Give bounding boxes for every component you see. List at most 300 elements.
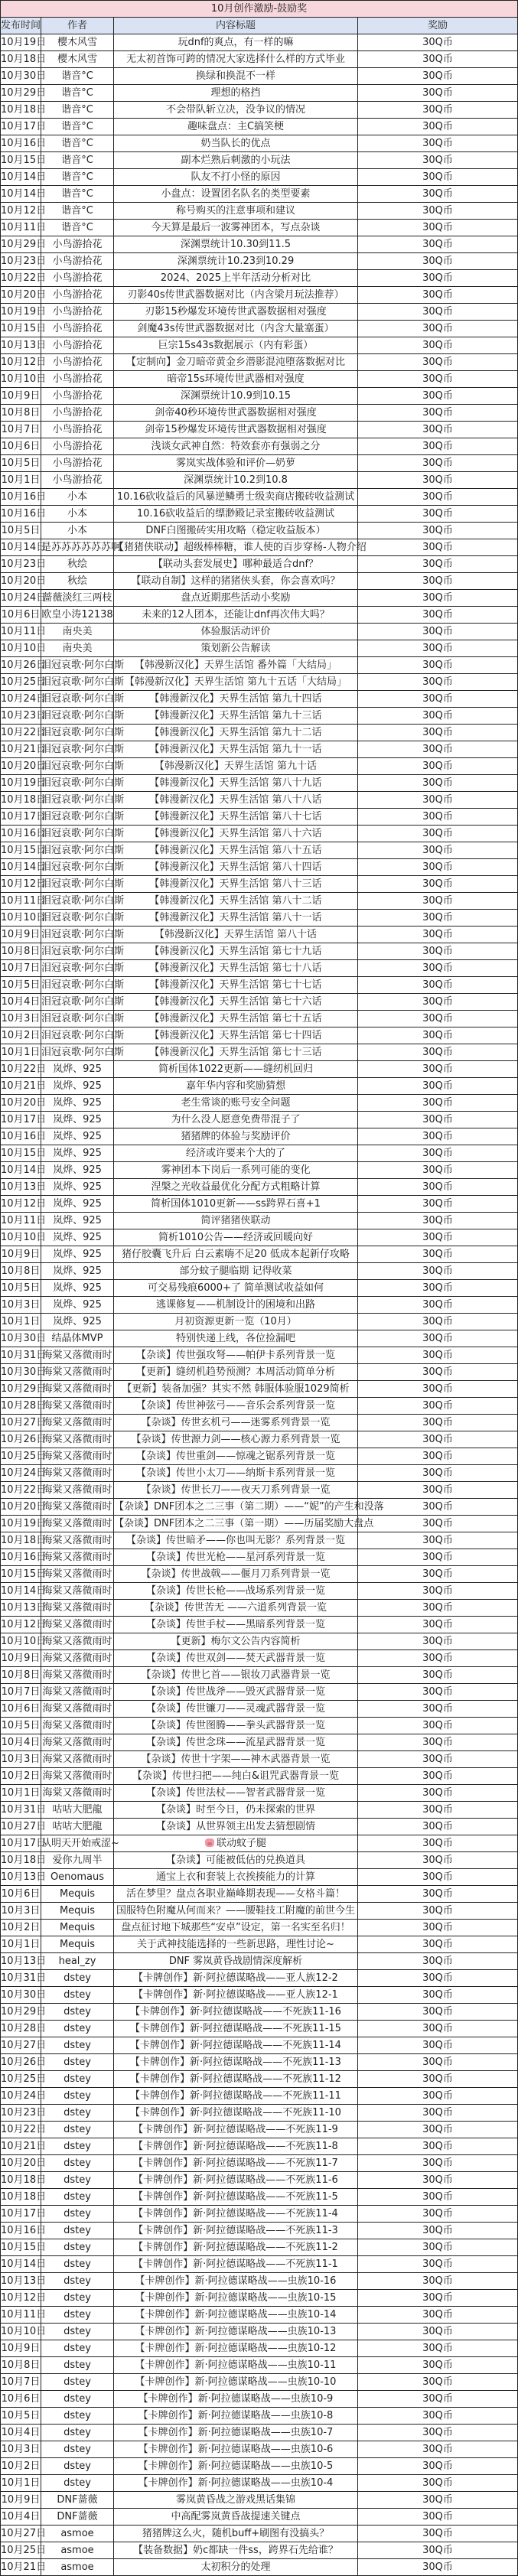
cell-date (1, 354, 47, 371)
cell-date-text: 10月6日 (1, 609, 41, 620)
cell-date (1, 2256, 47, 2273)
cell-title (114, 2542, 358, 2559)
cell-author (41, 2223, 114, 2239)
cell-date (1, 1044, 41, 1061)
cell-title (114, 1364, 358, 1381)
cell-reward (358, 876, 518, 893)
cell-date-text: 10月15日 (1, 845, 47, 856)
cell-title (114, 1785, 358, 1802)
cell-date-text: 10月20日 (1, 575, 47, 587)
cell-date (1, 674, 47, 691)
cell-title-text: 活在梦里？盘点各职业巅峰期表现——女格斗篇！ (125, 1888, 345, 1900)
cell-date (1, 371, 47, 388)
table-row (1, 1549, 518, 1566)
table-row (1, 1920, 518, 1936)
cell-title (114, 2037, 358, 2054)
table-row (1, 1044, 518, 1061)
cell-reward-text: 30Q币 (422, 1770, 453, 1782)
cell-date-text: 10月21日 (1, 744, 47, 755)
table-row (1, 1415, 518, 1431)
table-row (1, 1566, 518, 1583)
cell-reward-text: 30Q币 (422, 1080, 453, 1092)
cell-author-text: 从明天开始戒涩~ (41, 1838, 119, 1849)
cell-date-text: 10月4日 (1, 996, 41, 1008)
cell-author-text: 海棠又落微雨时 (42, 1653, 112, 1664)
cell-author (41, 1650, 114, 1667)
cell-reward (358, 607, 518, 624)
cell-reward-text: 30Q币 (422, 2040, 453, 2051)
table-row (1, 1617, 518, 1633)
cell-title (114, 388, 358, 405)
cell-title-text: 【杂谈】传世图腾——拳头武器背景一览 (145, 1720, 325, 1731)
table-row (1, 1364, 518, 1381)
cell-reward (358, 2391, 518, 2408)
cell-date (1, 556, 47, 573)
cell-reward-text: 30Q币 (422, 1972, 453, 1984)
cell-date (1, 321, 47, 337)
cell-title-text: 深渊票统计10.2到10.8 (184, 474, 288, 486)
cell-reward (358, 2307, 518, 2324)
cell-date (1, 2004, 47, 2021)
cell-author-text: Mequis (59, 1888, 96, 1900)
cell-reward-text: 30Q币 (422, 2444, 453, 2455)
cell-title (114, 2088, 358, 2105)
cell-reward (358, 1280, 518, 1297)
cell-title (114, 1280, 358, 1297)
cell-date-text: 10月14日 (1, 2258, 47, 2270)
cell-date (1, 2155, 47, 2172)
table-row (1, 859, 518, 876)
cell-author (41, 2138, 114, 2155)
cell-date-text: 10月16日 (1, 2225, 47, 2236)
table-row (1, 2475, 518, 2492)
cell-title (114, 1718, 358, 1734)
table-row (1, 1196, 518, 1213)
cell-title (114, 2021, 358, 2037)
cell-title (114, 691, 358, 708)
cell-title-text: 称号购买的注意事项和建议 (175, 205, 295, 217)
cell-date-text: 10月29日 (1, 87, 47, 99)
table-row (1, 2105, 518, 2122)
cell-reward-text: 30Q币 (422, 2057, 453, 2068)
cell-date-text: 10月18日 (1, 1535, 47, 1546)
cell-author (41, 607, 114, 624)
cell-author (41, 1398, 114, 1415)
cell-date (1, 1566, 47, 1583)
cell-author (41, 1936, 114, 1953)
cell-reward-text: 30Q币 (422, 1366, 453, 1378)
cell-reward (358, 2475, 518, 2492)
cell-title (114, 2324, 358, 2340)
cell-date (1, 640, 47, 657)
cell-author-text: 泪冠哀歌·阿尔白斯 (41, 912, 125, 923)
header-author: 作者 (41, 18, 114, 34)
table-row (1, 1027, 518, 1044)
cell-date (1, 1819, 47, 1835)
cell-title (114, 2509, 358, 2526)
cell-author (41, 152, 114, 169)
cell-reward (358, 758, 518, 775)
table-row (1, 1162, 518, 1179)
cell-date (1, 1667, 41, 1684)
cell-date-text: 10月21日 (1, 1080, 47, 1092)
cell-title (114, 607, 358, 624)
cell-author-text: 小鸟游拾花 (52, 272, 103, 284)
cell-author (41, 2542, 114, 2559)
table-row (1, 1785, 518, 1802)
cell-author-text: 谐音°C (61, 155, 93, 166)
cell-author-text: 泪冠哀歌·阿尔白斯 (41, 962, 125, 974)
cell-date-text: 10月24日 (1, 2090, 47, 2102)
table-row (1, 1802, 518, 1819)
cell-author (41, 2559, 114, 2576)
cell-author (41, 539, 122, 556)
cell-author (41, 691, 125, 708)
cell-author-text: 泪冠哀歌·阿尔白斯 (41, 710, 125, 721)
cell-reward-text: 30Q币 (422, 1754, 453, 1765)
cell-date (1, 506, 47, 523)
cell-reward (358, 1819, 518, 1835)
cell-author-text: dstey (64, 2040, 91, 2051)
cell-reward (358, 1196, 518, 1213)
cell-reward (358, 1633, 518, 1650)
cell-author-text: 谐音°C (61, 188, 93, 200)
cell-author-text: 泪冠哀歌·阿尔白斯 (41, 676, 125, 688)
cell-author (41, 2408, 114, 2425)
cell-author (41, 270, 114, 287)
cell-author (41, 422, 114, 438)
cell-title (114, 859, 358, 876)
cell-date-text: 10月10日 (1, 1232, 47, 1243)
cell-author (41, 792, 125, 809)
table-row (1, 1650, 518, 1667)
cell-title (114, 2526, 358, 2542)
cell-title-text: 【杂谈】传世小太刀——纳斯卡系列背景一览 (135, 1467, 335, 1479)
cell-title-text: 【韩漫新汉化】天界生活馆 第七十七话 (149, 979, 322, 991)
cell-author-text: 海棠又落微雨时 (42, 1585, 112, 1597)
table-row (1, 220, 518, 236)
cell-title (114, 1886, 358, 1903)
cell-title-text: 为什么没人愿意免费带混子了 (171, 1114, 301, 1125)
cell-title (114, 1617, 358, 1633)
cell-author (41, 1600, 114, 1617)
cell-reward-text: 30Q币 (422, 508, 453, 519)
cell-date (1, 1718, 41, 1734)
cell-reward-text: 30Q币 (422, 2275, 453, 2287)
cell-title-text: 关于武神技能选择的一些新思路，理性讨论~ (137, 1939, 334, 1950)
cell-reward (358, 809, 518, 826)
cell-title (114, 741, 358, 758)
cell-date (1, 220, 47, 236)
cell-date-text: 10月12日 (1, 878, 47, 890)
cell-author-text: 海棠又落微雨时 (42, 1602, 112, 1614)
cell-date (1, 2374, 41, 2391)
cell-date-text: 10月10日 (1, 2326, 47, 2337)
cell-title (114, 1920, 358, 1936)
cell-author-text: 海棠又落微雨时 (42, 1568, 112, 1580)
table-row (1, 2509, 518, 2526)
cell-title-text: 未来的12人团本，还能让dnf再次伟大吗？ (142, 609, 330, 620)
cell-title-text: 副本烂熟后刺激的小玩法 (181, 155, 291, 166)
cell-reward-text: 30Q币 (422, 1552, 453, 1563)
cell-title (114, 2357, 358, 2374)
cell-date (1, 573, 47, 590)
cell-title-text: 剑魔43s传世武器数据对比（内含大量塞蛋） (137, 323, 334, 334)
cell-reward (358, 1532, 518, 1549)
table-row (1, 573, 518, 590)
cell-date (1, 186, 47, 203)
cell-title-text: 暗帝15s环境传世武器相对强度 (167, 373, 305, 385)
table-row (1, 1263, 518, 1280)
cell-reward (358, 1701, 518, 1718)
cell-date (1, 1936, 41, 1953)
cell-reward (358, 826, 518, 842)
cell-author (41, 186, 114, 203)
cell-reward-text: 30Q币 (422, 2528, 453, 2539)
cell-reward-text: 30Q币 (422, 121, 453, 132)
cell-date-text: 10月18日 (1, 54, 47, 65)
table-row (1, 775, 518, 792)
table-title-row (1, 1, 518, 18)
cell-date (1, 1987, 47, 2004)
cell-reward-text: 30Q币 (422, 845, 453, 856)
cell-date (1, 1633, 47, 1650)
cell-reward-text: 30Q币 (422, 2326, 453, 2337)
cell-author (41, 1078, 114, 1095)
table-row (1, 2391, 518, 2408)
cell-date (1, 1112, 47, 1128)
cell-reward-text: 30Q币 (422, 2427, 453, 2438)
cell-author-text: 谐音°C (61, 104, 93, 116)
cell-reward (358, 523, 518, 539)
cell-reward-text: 30Q币 (422, 1989, 453, 2001)
cell-reward (358, 725, 518, 741)
cell-author-text: 岚烨、925 (53, 1148, 102, 1159)
cell-title-text: 简评猪猪侠联动 (200, 1215, 271, 1226)
cell-date-text: 10月2日 (1, 1922, 41, 1933)
cell-date (1, 1768, 41, 1785)
cell-date-text: 10月6日 (1, 1703, 41, 1715)
cell-reward (358, 354, 518, 371)
cell-date (1, 1583, 47, 1600)
cell-date (1, 438, 41, 455)
cell-title-text: 【卡牌创作】新·阿拉德谋略战——虫族10-13 (135, 2326, 337, 2337)
cell-title (114, 1987, 358, 2004)
cell-title (114, 556, 358, 573)
cell-reward (358, 1617, 518, 1633)
cell-author-text: 咕咕大肥龍 (52, 1804, 103, 1816)
cell-reward (358, 1650, 518, 1667)
cell-author (41, 523, 114, 539)
cell-title (114, 337, 358, 354)
cell-title (114, 1970, 358, 1987)
cell-date (1, 2492, 41, 2509)
cell-reward-text: 30Q币 (422, 1653, 453, 1664)
cell-author (41, 1465, 114, 1482)
cell-reward (358, 1213, 518, 1229)
cell-reward-text: 30Q币 (422, 962, 453, 974)
cell-date (1, 1330, 47, 1347)
cell-title-text: 【韩漫新汉化】天界生活馆 第七十四话 (149, 1030, 322, 1041)
cell-title (114, 102, 358, 119)
cell-title-text: 通宝上衣和套装上衣挨揍能力的计算 (155, 1871, 315, 1883)
cell-date (1, 1852, 47, 1869)
table-row (1, 2223, 518, 2239)
table-row (1, 1499, 518, 1516)
cell-author-text: 小鸟游拾花 (52, 441, 103, 452)
cell-date-text: 10月21日 (1, 2141, 47, 2152)
cell-date (1, 51, 47, 68)
cell-author-text: 岚烨、925 (53, 1198, 102, 1210)
cell-date (1, 422, 41, 438)
cell-author (41, 1061, 114, 1078)
table-row (1, 1701, 518, 1718)
cell-author-text: 蔷薇淡红三两枝 (42, 592, 112, 604)
cell-title (114, 51, 358, 68)
cell-title-text: 深渊票统计10.30到11.5 (180, 239, 292, 250)
cell-author-text: 海棠又落微雨时 (42, 1619, 112, 1630)
cell-date-text: 10月5日 (1, 525, 41, 536)
cell-title (114, 977, 358, 994)
cell-title-text: 【卡牌创作】新·阿拉德谋略战——虫族10-7 (138, 2427, 334, 2438)
cell-date-text: 10月6日 (1, 2393, 41, 2405)
cell-author (41, 1549, 114, 1566)
table-row (1, 640, 518, 657)
cell-author (41, 1297, 114, 1314)
cell-reward (358, 1078, 518, 1095)
cell-reward-text: 30Q币 (422, 54, 453, 65)
cell-title (114, 2004, 358, 2021)
cell-title-text: 【杂谈】时至今日，仍未探索的世界 (155, 1804, 315, 1816)
cell-title-text: 刃影40s传世武器数据对比（内含梁月玩法推荐） (127, 289, 344, 301)
table-header-row (1, 18, 518, 34)
cell-date-text: 10月12日 (1, 2292, 47, 2304)
cell-date-text: 10月18日 (1, 794, 47, 806)
cell-author-text: dstey (64, 2410, 91, 2421)
cell-reward-text: 30Q币 (422, 2511, 453, 2522)
cell-title (114, 1835, 358, 1852)
cell-date (1, 2071, 47, 2088)
cell-title-text: 【定制向】金刀暗帝黄金乡潜影混沌堕落数据对比 (125, 357, 345, 368)
cell-date-text: 10月4日 (1, 2511, 41, 2522)
cell-author-text: 岚烨、925 (53, 1249, 102, 1260)
cell-author-text: 谐音°C (61, 171, 93, 183)
cell-title (114, 775, 358, 792)
table-row (1, 1886, 518, 1903)
cell-author-text: 咕咕大肥龍 (52, 1821, 103, 1832)
cell-reward-text: 30Q币 (422, 1619, 453, 1630)
table-row (1, 1667, 518, 1684)
cell-reward-text: 30Q币 (422, 407, 453, 418)
cell-author (41, 489, 114, 506)
cell-title-text: 【杂谈】传世战戟——偃月刀系列背景一览 (141, 1568, 331, 1580)
cell-author-text: 泪冠哀歌·阿尔白斯 (41, 895, 125, 907)
cell-reward-text: 30Q币 (422, 1518, 453, 1529)
cell-title (114, 472, 358, 489)
cell-title-text: 【韩漫新汉化】天界生活馆 第九十五话「大结局」 (124, 676, 347, 688)
cell-date (1, 2458, 41, 2475)
table-row (1, 1213, 518, 1229)
cell-reward (358, 1768, 518, 1785)
cell-reward (358, 186, 518, 203)
cell-date-text: 10月27日 (1, 1417, 47, 1428)
cell-reward-text: 30Q币 (422, 1686, 453, 1698)
cell-author (41, 2290, 114, 2307)
cell-date-text: 10月1日 (1, 1316, 41, 1327)
cell-reward (358, 2441, 518, 2458)
cell-author (41, 1314, 114, 1330)
cell-reward (358, 2324, 518, 2340)
cell-author-text: dstey (64, 2393, 91, 2405)
cell-author-text: dstey (64, 2191, 91, 2203)
cell-date-text: 10月19日 (1, 1518, 47, 1529)
cell-author-text: dstey (64, 2359, 91, 2371)
table-row (1, 422, 518, 438)
cell-reward-text: 30Q币 (422, 1467, 453, 1479)
cell-title (114, 220, 358, 236)
cell-reward-text: 30Q币 (422, 222, 453, 233)
cell-date-text: 10月8日 (1, 1265, 41, 1277)
cell-date (1, 1246, 41, 1263)
cell-date (1, 2189, 47, 2206)
table-row (1, 1280, 518, 1297)
cell-reward-text: 30Q币 (422, 2006, 453, 2017)
cell-reward-text: 30Q币 (422, 2494, 453, 2506)
cell-title-text: 【杂谈】传世强攻弩——帕伊卡系列背景一览 (135, 1350, 335, 1361)
cell-date (1, 1734, 41, 1751)
cell-title-text: 【杂谈】传世双剑——焚天武器背景一览 (145, 1653, 325, 1664)
table-row (1, 2441, 518, 2458)
cell-title-text: 中高配雾岚黄昏战提速关键点 (171, 2511, 301, 2522)
cell-title-text: 深渊票统计10.9到10.15 (180, 390, 292, 402)
cell-date-text: 10月25日 (1, 2545, 47, 2556)
cell-author (41, 1566, 114, 1583)
table-row (1, 68, 518, 85)
cell-reward (358, 1179, 518, 1196)
cell-author (41, 1044, 125, 1061)
cell-reward-text: 30Q币 (422, 693, 453, 705)
cell-author-text: 泪冠哀歌·阿尔白斯 (41, 727, 125, 738)
cell-author (41, 1684, 114, 1701)
cell-title-text: 队友不打小怪的原因 (191, 171, 281, 183)
cell-date-text: 10月20日 (1, 2158, 47, 2169)
table-row (1, 607, 518, 624)
cell-author-text: 樱木风雪 (57, 37, 97, 48)
cell-author-text: 小鸟游拾花 (52, 340, 103, 351)
cell-title-text: DNF白图搬砖实用攻略（稳定收益版本） (145, 525, 326, 536)
table-row (1, 590, 518, 607)
cell-author (41, 1112, 114, 1128)
cell-title (114, 2408, 358, 2425)
cell-date-text: 10月15日 (1, 2242, 47, 2253)
cell-date (1, 1196, 47, 1213)
cell-title-text: 【韩漫新汉化】天界生活馆 第七十六话 (149, 996, 322, 1008)
cell-author (41, 1364, 114, 1381)
cell-author-text: 小鸟游拾花 (52, 458, 103, 469)
table-row (1, 2239, 518, 2256)
cell-title (114, 1229, 358, 1246)
cell-reward-text: 30Q币 (422, 1737, 453, 1748)
cell-reward-text: 30Q币 (422, 441, 453, 452)
cell-reward-text: 30Q币 (422, 2073, 453, 2085)
table-row (1, 1718, 518, 1734)
table-row (1, 1061, 518, 1078)
cell-reward (358, 1718, 518, 1734)
cell-reward (358, 2357, 518, 2374)
table-row (1, 2324, 518, 2340)
cell-title-text: 【卡牌创作】新·阿拉德谋略战——不死族11-8 (133, 2141, 338, 2152)
cell-date (1, 590, 47, 607)
